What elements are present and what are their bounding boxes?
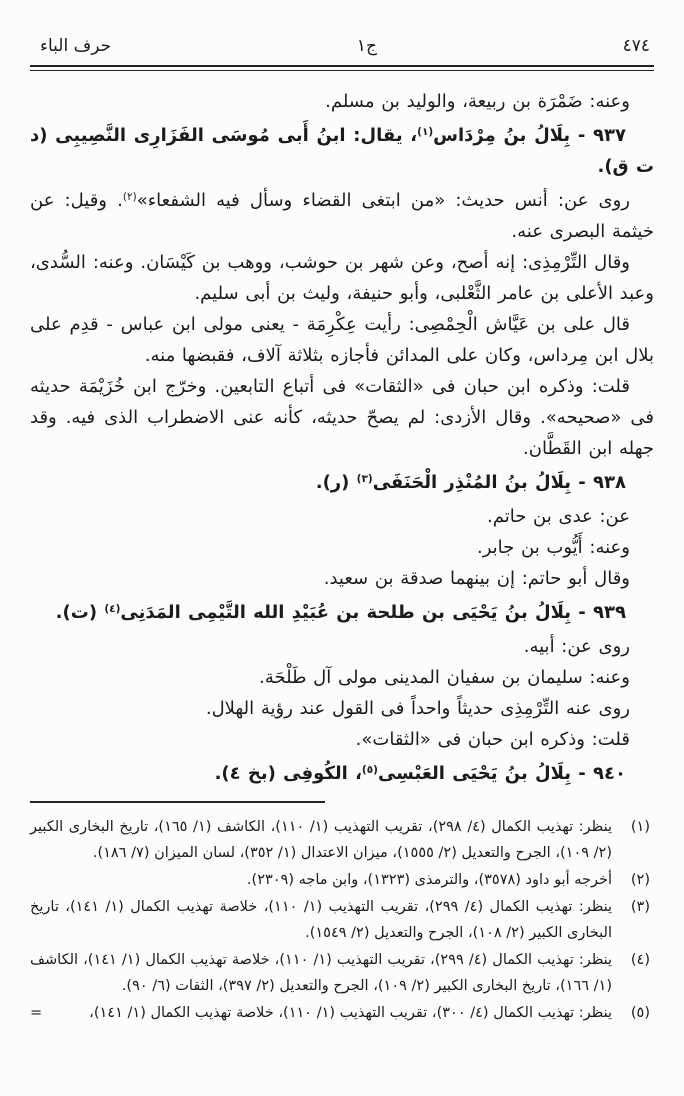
text-run: ، يقال: ابنُ أَبى مُوسَى الفَزَارِى النَّصِيبِى (د ت ق). bbox=[30, 125, 654, 177]
footnote bbox=[30, 1000, 654, 1026]
footnote-reference-marker: (٤) bbox=[104, 603, 121, 615]
footnotes-section bbox=[30, 814, 654, 1026]
footnote-reference-marker: (٣) bbox=[356, 473, 373, 485]
footnote-separator bbox=[30, 801, 325, 803]
text-run: وعنه: ضَمْرَة بن ربيعة، والوليد بن مسلم. bbox=[325, 91, 630, 112]
text-run: قلت: وذكره ابن حبان فى «الثقات» فى أتباع التابعين. وخرّج ابن خُزَيْمَة حديثه فى «صحيحه». وقال الأزدى: لم يصحّ حديثه، كأنه عنى الاضطراب الذى فيه. وقد جهله ابن القَطَّان. bbox=[30, 376, 654, 459]
page-number: ٤٧٤ bbox=[622, 36, 650, 56]
footnote bbox=[30, 894, 654, 946]
volume-label: ج١ bbox=[356, 36, 377, 56]
text-run: ٩٣٧ - بِلَالُ بنُ مِرْدَاس bbox=[433, 125, 626, 146]
body-paragraph bbox=[30, 501, 654, 532]
footnote bbox=[30, 947, 654, 999]
footnote-number: (٣) bbox=[630, 899, 650, 915]
text-run: (ر). bbox=[315, 472, 357, 493]
header-rule bbox=[30, 65, 654, 71]
entry-heading bbox=[30, 597, 654, 628]
body-paragraph bbox=[30, 185, 654, 247]
footnote-text: ينظر: تهذيب الكمال (٤/ ٢٩٩)، تقريب التهذيب (١/ ١١٠)، خلاصة تهذيب الكمال (١/ ١٤١)، تاريخ البخارى الكبير (٢/ ١٠٨)، الجرح والتعديل (٢/ ١٥٤٩). bbox=[30, 899, 613, 941]
body-paragraph bbox=[30, 563, 654, 594]
footnote-text: ينظر: تهذيب الكمال (٤/ ٣٠٠)، تقريب التهذيب (١/ ١١٠)، خلاصة تهذيب الكمال (١/ ١٤١)، bbox=[89, 1005, 612, 1021]
body-paragraph bbox=[30, 532, 654, 563]
text-run: ٩٣٩ - بِلَالُ بنُ يَحْيَى بن طلحة بن عُبَيْدِ الله التَّيْمِى المَدَنِى bbox=[120, 602, 626, 623]
body-paragraph bbox=[30, 631, 654, 662]
text-run: وقال أبو حاتم: إن بينهما صدقة بن سعيد. bbox=[323, 568, 630, 589]
footnote-text: ينظر: تهذيب الكمال (٤/ ٢٩٩)، تقريب التهذيب (١/ ١١٠)، خلاصة تهذيب الكمال (١/ ١٤١)، الكاشف (١/ ١٦٦)، تاريخ البخارى الكبير (٢/ ١٠٩)، الجرح والتعديل (٢/ ٣٩٧)، الثقات (٦/ ٩٠). bbox=[30, 952, 613, 994]
text-run: روى عن: أبيه. bbox=[523, 636, 630, 657]
footnote-reference-marker: (٥) bbox=[361, 764, 378, 776]
body-paragraph bbox=[30, 724, 654, 755]
footnote-reference-marker: (١) bbox=[417, 126, 434, 138]
footnote-number: (٢) bbox=[630, 872, 650, 888]
footnote bbox=[30, 814, 654, 866]
footnote-number: (٥) bbox=[630, 1005, 650, 1021]
text-run: عن: عدى بن حاتم. bbox=[487, 506, 630, 527]
text-run: قال على بن عَيَّاش الْحِمْصِى: رأيت عِكْرِمَة - يعنى مولى ابن عباس - قدِم على بلال ابن مِرداس، وكان على المدائن فأجازه بثلاثة آلاف، فقبضها منه. bbox=[30, 314, 654, 366]
footnote-text: ينظر: تهذيب الكمال (٤/ ٢٩٨)، تقريب التهذيب (١/ ١١٠)، الكاشف (١/ ١٦٥)، تاريخ البخارى الكبير (٢/ ١٠٩)، الجرح والتعديل (٢/ ١٥٥٥)، ميزان الاعتدال (١/ ٣٥٢)، لسان الميزان (٧/ ١٨٦). bbox=[30, 819, 612, 861]
body-text bbox=[30, 86, 654, 789]
entry-heading bbox=[30, 120, 654, 182]
entry-heading bbox=[30, 758, 654, 789]
entry-heading bbox=[30, 467, 654, 498]
text-run: روى عن: أنس حديث: «من ابتغى القضاء وسأل فيه الشفعاء» bbox=[136, 190, 630, 211]
text-run: وعنه: أَيُّوب بن جابر. bbox=[477, 537, 630, 558]
body-paragraph bbox=[30, 309, 654, 371]
body-paragraph bbox=[30, 371, 654, 464]
body-paragraph bbox=[30, 86, 654, 117]
body-paragraph bbox=[30, 247, 654, 309]
footnote bbox=[30, 867, 654, 893]
text-run: ٩٣٨ - بِلَالُ بنُ المُنْذِر الْحَنَفَى bbox=[372, 472, 626, 493]
text-run: قلت: وذكره ابن حبان فى «الثقات». bbox=[355, 729, 630, 750]
text-run: ٩٤٠ - بِلَالُ بنُ يَحْيَى العَبْسِى bbox=[377, 763, 626, 784]
body-paragraph bbox=[30, 693, 654, 724]
chapter-title: حرف الباء bbox=[40, 36, 112, 56]
text-run: . وقيل: عن خيثمة البصرى عنه. bbox=[30, 190, 654, 242]
footnote-text: أخرجه أبو داود (٣٥٧٨)، والترمذى (١٣٢٣)، وابن ماجه (٢٣٠٩). bbox=[246, 872, 612, 888]
footnote-number: (٤) bbox=[630, 952, 650, 968]
text-run: ، الكُوفِى (بخ ٤). bbox=[214, 763, 362, 784]
body-paragraph bbox=[30, 662, 654, 693]
text-run: روى عنه التِّرْمِذِى حديثاً واحداً فى القول عند رؤية الهلال. bbox=[205, 698, 630, 719]
page-header bbox=[30, 36, 654, 65]
text-run: وعنه: سليمان بن سفيان المدينى مولى آل طَلْحَة. bbox=[259, 667, 630, 688]
continuation-mark: = bbox=[30, 1005, 43, 1021]
text-run: وقال التِّرْمِذِى: إنه أصح، وعن شهر بن حوشب، ووهب بن كَيْسَان. وعنه: السُّدى، وعبد الأعلى بن عامر الثَّعْلبى، وأبو حنيفة، وليث بن أبى سليم. bbox=[30, 252, 654, 304]
footnote-reference-marker: (٢) bbox=[122, 191, 137, 203]
text-run: (ت). bbox=[55, 602, 105, 623]
footnote-number: (١) bbox=[630, 819, 650, 835]
